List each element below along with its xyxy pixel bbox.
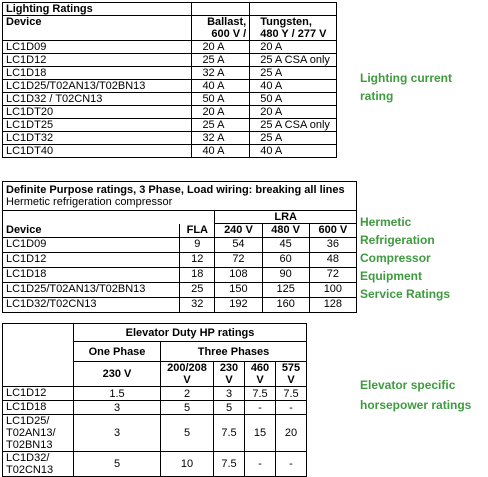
hp-cell: - [276, 452, 307, 477]
ballast-cell: 32 A [192, 67, 250, 80]
lighting-ratings-table [2, 2, 337, 158]
hp-cell: - [276, 401, 307, 415]
hp-cell: 2 [161, 387, 214, 401]
lighting-header-tungsten: Tungsten, 480 Y / 277 V [250, 16, 337, 41]
elevator-rows [3, 387, 307, 477]
v240-cell: 54 [215, 238, 262, 253]
table-row [3, 93, 337, 106]
table-row [3, 387, 307, 401]
tungsten-cell: 50 A [250, 93, 337, 106]
device-cell: LC1D12 [3, 253, 180, 268]
tungsten-cell: 40 A [250, 80, 337, 93]
device-cell: LC1D09 [3, 41, 192, 54]
hp-cell: - [245, 452, 276, 477]
table-row [3, 253, 357, 268]
v240-cell: 108 [215, 268, 262, 283]
v240-cell: 192 [215, 298, 262, 313]
tungsten-cell: 25 A [250, 67, 337, 80]
fla-cell: 9 [180, 238, 215, 253]
ballast-cell: 25 A [192, 119, 250, 132]
tungsten-cell: 40 A [250, 145, 337, 158]
hp-cell: 15 [245, 415, 276, 452]
ballast-cell: 40 A [192, 80, 250, 93]
device-cell: LC1DT25 [3, 119, 192, 132]
ballast-cell: 40 A [192, 145, 250, 158]
v600-cell: 48 [309, 253, 356, 268]
hp-cell: 5 [214, 401, 245, 415]
device-cell: LC1D09 [3, 238, 180, 253]
tungsten-cell: 25 A CSA only [250, 119, 337, 132]
definite-subtitle: Hermetic refrigeration compressor [6, 196, 173, 208]
elevator-side-label: Elevator specific horsepower ratings [360, 378, 472, 412]
device-cell: LC1D12 [3, 387, 74, 401]
hp-cell: 5 [161, 415, 214, 452]
v480-cell: 60 [262, 253, 309, 268]
definite-header-600v: 600 V [309, 224, 356, 238]
table-row [3, 41, 337, 54]
device-cell: LC1DT32 [3, 132, 192, 145]
v480-cell: 160 [262, 298, 309, 313]
v600-cell: 72 [309, 268, 356, 283]
definite-purpose-table [2, 181, 357, 313]
device-cell: LC1D12 [3, 54, 192, 67]
table-row [3, 283, 357, 298]
device-cell: LC1D25/T02AN13/T02BN13 [3, 80, 192, 93]
table-row [3, 401, 307, 415]
ballast-cell: 20 A [192, 41, 250, 54]
tungsten-cell: 25 A [250, 132, 337, 145]
table-row [3, 298, 357, 313]
elevator-volt-3p-230: 230 V [214, 362, 245, 387]
hp-cell: 7.5 [276, 387, 307, 401]
hp-cell: 20 [276, 415, 307, 452]
definite-header-fla: FLA [180, 224, 215, 238]
hp-cell: 5 [161, 401, 214, 415]
tungsten-cell: 20 A [250, 106, 337, 119]
table-row [3, 145, 337, 158]
definite-title: Definite Purpose ratings, 3 Phase, Load wiring: breaking all lines [6, 184, 345, 196]
device-cell: LC1D18 [3, 268, 180, 283]
table-row [3, 268, 357, 283]
hp-cell: 10 [161, 452, 214, 477]
elevator-one-phase: One Phase [74, 342, 161, 362]
table-row [3, 80, 337, 93]
table-row [3, 67, 337, 80]
table-row [3, 54, 337, 67]
table-row [3, 415, 307, 452]
hp-cell: 7.5 [245, 387, 276, 401]
lighting-title: Lighting Ratings [3, 3, 192, 16]
table-row [3, 452, 307, 477]
v480-cell: 90 [262, 268, 309, 283]
hp-cell: 3 [214, 387, 245, 401]
elevator-volt-3p-200: 200/208 V [161, 362, 214, 387]
lra-header: LRA [215, 211, 357, 224]
v240-cell: 150 [215, 283, 262, 298]
hp-cell: 3 [74, 415, 161, 452]
v600-cell: 100 [309, 283, 356, 298]
definite-rows [3, 238, 357, 313]
hp-cell: 7.5 [214, 415, 245, 452]
ballast-cell: 20 A [192, 106, 250, 119]
table-row [3, 132, 337, 145]
device-cell: LC1DT40 [3, 145, 192, 158]
v480-cell: 125 [262, 283, 309, 298]
tungsten-cell: 25 A CSA only [250, 54, 337, 67]
v600-cell: 128 [309, 298, 356, 313]
lighting-rows [3, 41, 337, 158]
device-cell: LC1D18 [3, 67, 192, 80]
device-cell: LC1D25/T02AN13/T02BN13 [3, 283, 180, 298]
elevator-volt-3p-575: 575 V [276, 362, 307, 387]
ballast-cell: 50 A [192, 93, 250, 106]
device-cell: LC1D25/ T02AN13/ T02BN13 [3, 415, 74, 452]
device-cell: LC1D32 / T02CN13 [3, 93, 192, 106]
definite-header-240v: 240 V [215, 224, 262, 238]
lighting-header-ballast: Ballast, 600 V / [192, 16, 250, 41]
hp-cell: 3 [74, 401, 161, 415]
v600-cell: 36 [309, 238, 356, 253]
elevator-three-phases: Three Phases [161, 342, 307, 362]
definite-header-device: Device [3, 224, 180, 238]
elevator-volt-1p-230: 230 V [74, 362, 161, 387]
device-cell: LC1D18 [3, 401, 74, 415]
tungsten-cell: 20 A [250, 41, 337, 54]
hp-cell: - [245, 401, 276, 415]
elevator-duty-table [2, 323, 307, 477]
lighting-side-label: Lighting current rating [360, 71, 452, 103]
lighting-header-device: Device [3, 16, 192, 41]
device-cell: LC1D32/ T02CN13 [3, 452, 74, 477]
v240-cell: 72 [215, 253, 262, 268]
ballast-cell: 32 A [192, 132, 250, 145]
v480-cell: 45 [262, 238, 309, 253]
elevator-title: Elevator Duty HP ratings [74, 324, 307, 342]
hp-cell: 5 [74, 452, 161, 477]
ballast-cell: 25 A [192, 54, 250, 67]
fla-cell: 32 [180, 298, 215, 313]
elevator-volt-3p-460: 460 V [245, 362, 276, 387]
fla-cell: 25 [180, 283, 215, 298]
hermetic-side-label: Hermetic Refrigeration Compressor Equipment Service Ratings [360, 215, 451, 301]
device-cell: LC1D32/T02CN13 [3, 298, 180, 313]
definite-header-480v: 480 V [262, 224, 309, 238]
fla-cell: 12 [180, 253, 215, 268]
hp-cell: 7.5 [214, 452, 245, 477]
table-row [3, 238, 357, 253]
table-row [3, 119, 337, 132]
hp-cell: 1.5 [74, 387, 161, 401]
device-cell: LC1DT20 [3, 106, 192, 119]
fla-cell: 18 [180, 268, 215, 283]
table-row [3, 106, 337, 119]
